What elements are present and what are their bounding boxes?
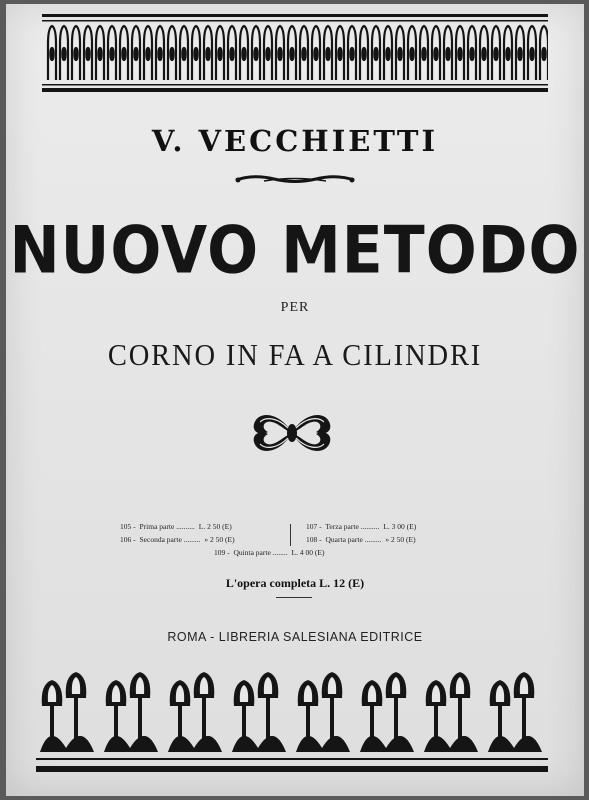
floral-medallion-ornament [250, 406, 334, 460]
part-dots: ......... [364, 535, 382, 544]
publisher-imprint: ROMA - LIBRERIA SALESIANA EDITRICE [167, 630, 423, 644]
part-name: Seconda parte [139, 535, 182, 544]
part-number: 106 - [120, 535, 136, 544]
part-entry [214, 548, 324, 557]
part-price: L. 3 00 (E) [383, 522, 417, 531]
part-entry [306, 535, 416, 544]
parts-price-list [6, 520, 584, 564]
instrument-subtitle: CORNO IN FA A CILINDRI [107, 337, 483, 372]
part-dots: .......... [360, 522, 380, 531]
part-name: Quinta parte [233, 548, 271, 557]
scroll-flourish-ornament [234, 172, 356, 186]
part-name: Prima parte [139, 522, 175, 531]
part-price: L. 2 50 (E) [198, 522, 232, 531]
column-divider [290, 524, 291, 546]
part-name: Quarta parte [325, 535, 363, 544]
part-number: 105 - [120, 522, 136, 531]
per-label: PER [280, 300, 310, 315]
price-rule [276, 597, 312, 598]
top-ornament-border [42, 14, 548, 94]
part-name: Terza parte [325, 522, 359, 531]
part-entry [120, 535, 235, 544]
part-price: L. 4 00 (E) [291, 548, 325, 557]
main-title: NUOVO METODO [9, 213, 581, 289]
part-price: » 2 50 (E) [204, 535, 235, 544]
part-dots: .......... [176, 522, 195, 531]
part-dots: ......... [183, 535, 201, 544]
part-price: » 2 50 (E) [385, 535, 416, 544]
part-entry [120, 522, 232, 531]
sheet-music-cover [6, 4, 584, 796]
part-dots: ........ [272, 548, 288, 557]
part-number: 108 - [306, 535, 322, 544]
complete-work-price: L'opera completa L. 12 (E) [225, 576, 365, 590]
part-number: 109 - [214, 548, 230, 557]
bottom-tulip-ornament-border [36, 662, 548, 774]
part-entry [306, 522, 416, 531]
author-name: V. VECCHIETTI [151, 124, 439, 158]
part-number: 107 - [306, 522, 322, 531]
